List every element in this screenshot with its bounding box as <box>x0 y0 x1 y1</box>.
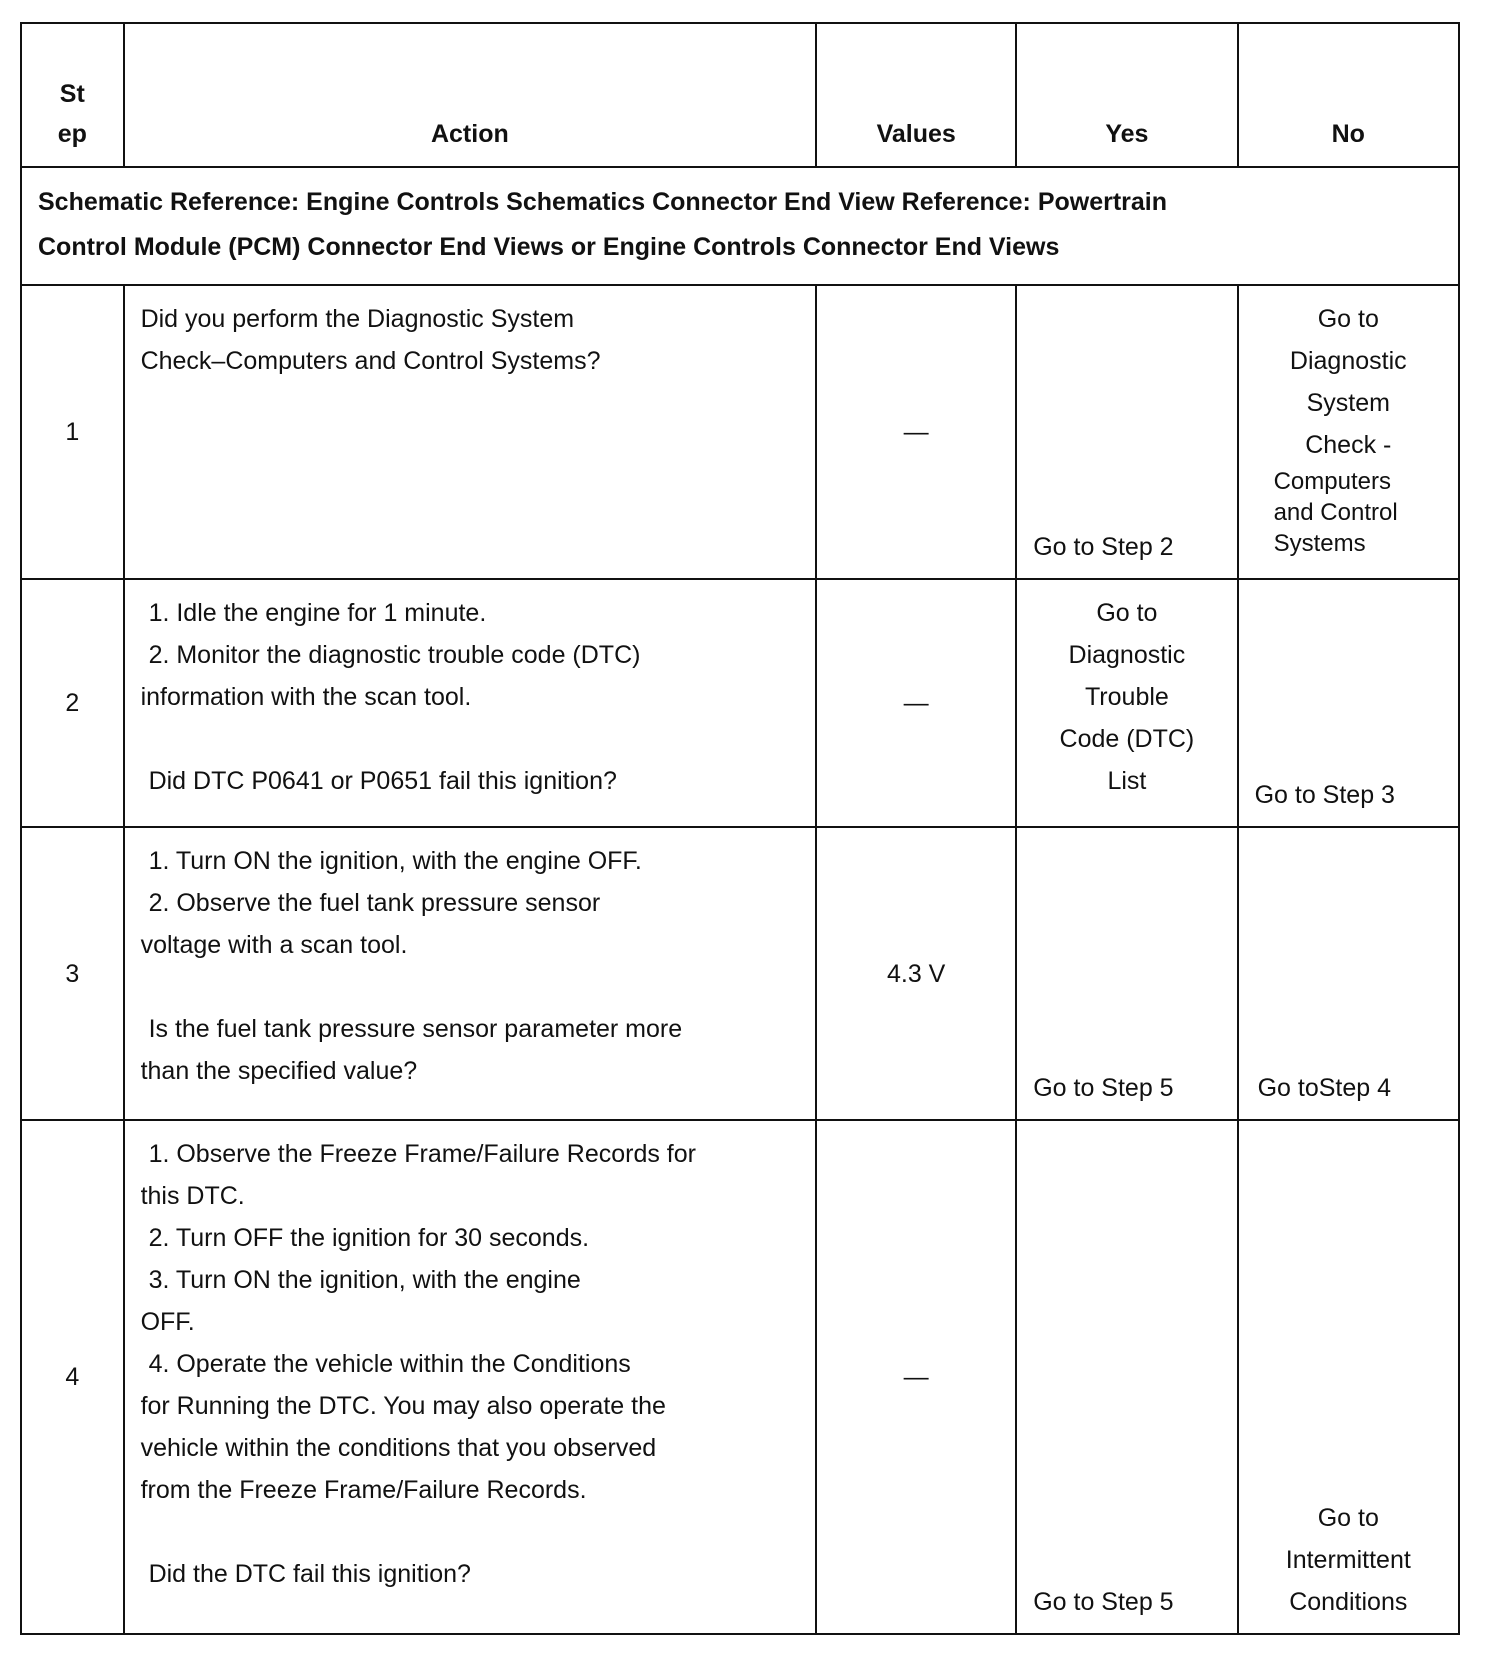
action-cell <box>124 285 817 579</box>
no-link-line[interactable]: System <box>1306 389 1390 417</box>
spacer <box>141 1511 804 1553</box>
yes-link-line[interactable]: Diagnostic <box>1068 641 1186 669</box>
reference-line1: Schematic Reference: Engine Controls Schematics Connector End View Reference: Powertrain <box>38 188 1168 216</box>
action-question: Did DTC P0641 or P0651 fail this ignition? <box>148 767 617 795</box>
spacer <box>141 718 804 760</box>
header-step <box>21 23 124 167</box>
yes-link-line[interactable]: Trouble <box>1084 683 1169 711</box>
action-line: 2. Monitor the diagnostic trouble code (DTC) <box>148 641 641 669</box>
no-link-line[interactable]: Check - <box>1305 431 1392 459</box>
yes-cell[interactable] <box>1016 579 1237 827</box>
schematic-reference <box>21 167 1459 285</box>
yes-link-line[interactable]: List <box>1107 767 1147 795</box>
action-line: for Running the DTC. You may also operate the <box>140 1392 666 1420</box>
step-number: 2 <box>21 579 124 827</box>
values-cell: — <box>816 285 1016 579</box>
table-row <box>21 827 1459 1120</box>
no-cell <box>1238 827 1459 1120</box>
header-step-line2: ep <box>57 120 87 148</box>
no-link-line[interactable]: Go to <box>1317 1504 1379 1532</box>
action-line: OFF. <box>140 1308 195 1336</box>
yes-cell <box>1016 1120 1237 1634</box>
values-cell: — <box>816 579 1016 827</box>
values-cell: 4.3 V <box>816 827 1016 1120</box>
no-cell[interactable] <box>1238 285 1459 579</box>
action-line: this DTC. <box>140 1182 245 1210</box>
step-number: 3 <box>21 827 124 1120</box>
action-cell <box>124 1120 817 1634</box>
no-cell[interactable] <box>1238 1120 1459 1634</box>
yes-cell <box>1016 285 1237 579</box>
header-row <box>21 23 1459 167</box>
reference-row <box>21 167 1459 285</box>
yes-link-line[interactable]: Go to <box>1096 599 1158 627</box>
action-line: 3. Turn ON the ignition, with the engine <box>148 1266 581 1294</box>
step-number: 1 <box>21 285 124 579</box>
yes-link[interactable]: Go to Step 2 <box>1033 533 1174 561</box>
yes-cell <box>1016 827 1237 1120</box>
no-link-line[interactable]: Go to <box>1317 305 1379 333</box>
no-link-line[interactable]: Computers <box>1273 468 1391 495</box>
no-link-line[interactable]: Conditions <box>1289 1588 1408 1616</box>
table-row <box>21 1120 1459 1634</box>
spacer <box>141 966 804 1008</box>
yes-link[interactable]: Go to Step 5 <box>1033 1588 1174 1616</box>
action-line: 1. Observe the Freeze Frame/Failure Records for <box>148 1140 696 1168</box>
action-question: Is the fuel tank pressure sensor parameter more <box>148 1015 683 1043</box>
reference-line2: Control Module (PCM) Connector End Views or Engine Controls Connector End Views <box>38 233 1060 261</box>
header-values: Values <box>816 23 1016 167</box>
table-row <box>21 579 1459 827</box>
action-line: information with the scan tool. <box>140 683 472 711</box>
no-link[interactable]: Go to Step 3 <box>1254 781 1395 809</box>
no-link[interactable]: Go toStep 4 <box>1257 1074 1392 1102</box>
table-row <box>21 285 1459 579</box>
action-line: Did you perform the Diagnostic System <box>140 305 575 333</box>
action-line: vehicle within the conditions that you observed <box>140 1434 657 1462</box>
action-cell <box>124 579 817 827</box>
no-link-line[interactable]: and Control <box>1273 499 1398 526</box>
action-line: 2. Turn OFF the ignition for 30 seconds. <box>148 1224 590 1252</box>
no-cell <box>1238 579 1459 827</box>
action-line: from the Freeze Frame/Failure Records. <box>140 1476 587 1504</box>
action-cell <box>124 827 817 1120</box>
action-line: Check–Computers and Control Systems? <box>140 347 601 375</box>
header-yes: Yes <box>1016 23 1237 167</box>
action-line: voltage with a scan tool. <box>140 931 408 959</box>
header-step-line1: St <box>59 80 85 108</box>
action-line: 2. Observe the fuel tank pressure sensor <box>148 889 601 917</box>
action-line: 4. Operate the vehicle within the Conditions <box>148 1350 631 1378</box>
header-no: No <box>1238 23 1459 167</box>
header-action: Action <box>124 23 817 167</box>
action-question: than the specified value? <box>140 1057 418 1085</box>
yes-link-line[interactable]: Code (DTC) <box>1059 725 1195 753</box>
no-link-line[interactable]: Systems <box>1273 530 1366 557</box>
action-line: 1. Turn ON the ignition, with the engine OFF. <box>148 847 642 875</box>
step-number: 4 <box>21 1120 124 1634</box>
no-link-line[interactable]: Intermittent <box>1285 1546 1411 1574</box>
no-link-line[interactable]: Diagnostic <box>1289 347 1407 375</box>
action-line: 1. Idle the engine for 1 minute. <box>148 599 487 627</box>
diagnostic-table <box>20 22 1460 1635</box>
values-cell: — <box>816 1120 1016 1634</box>
yes-link[interactable]: Go to Step 5 <box>1033 1074 1174 1102</box>
action-question: Did the DTC fail this ignition? <box>148 1560 471 1588</box>
